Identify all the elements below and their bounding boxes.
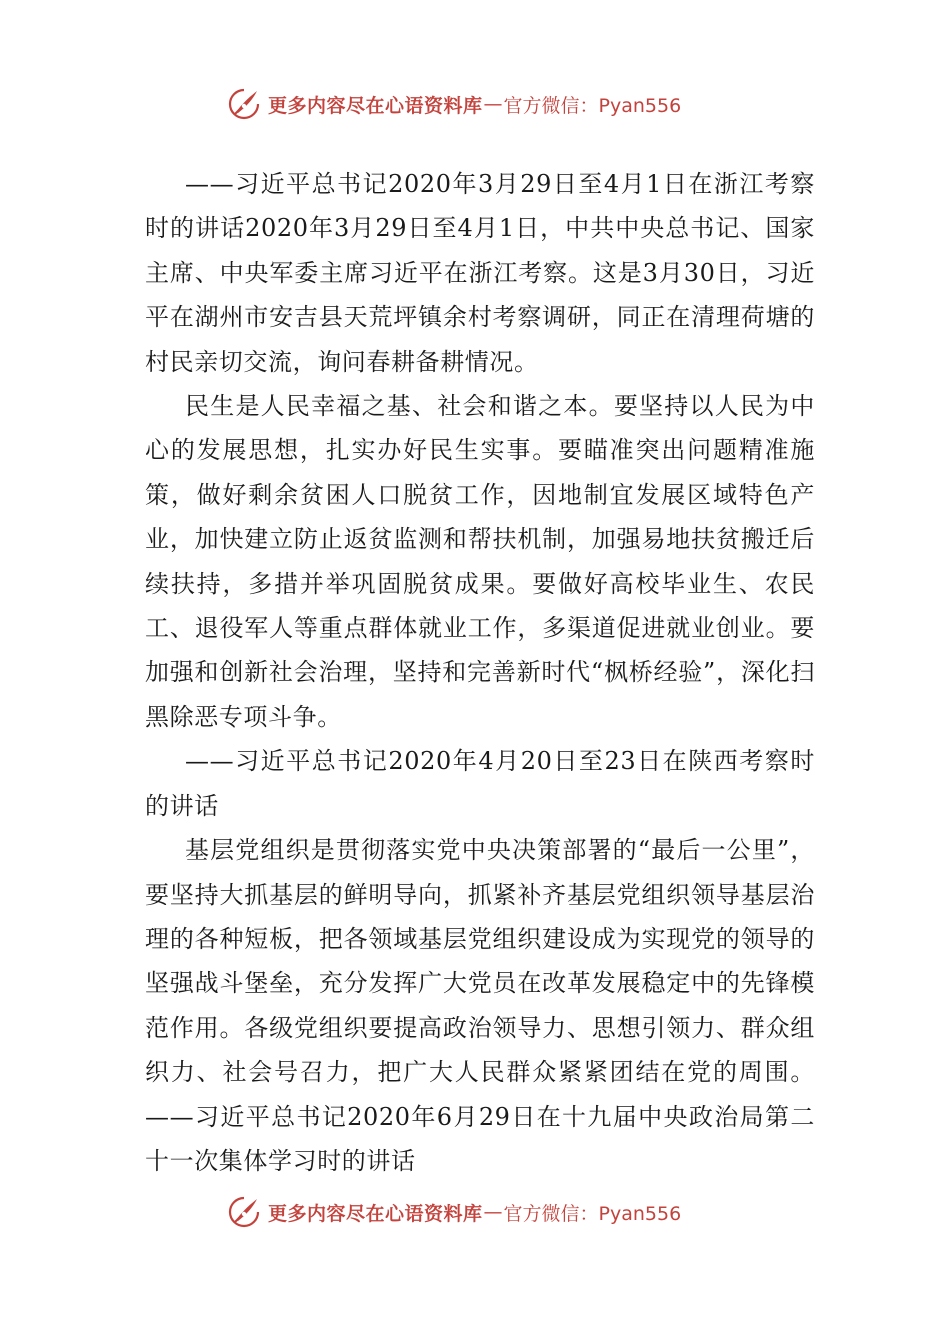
banner-dash: — (483, 93, 503, 115)
banner-main-text: 更多内容尽在心语资料库 (268, 94, 483, 117)
quill-pen-logo-icon (226, 86, 262, 122)
banner-dash: — (483, 1201, 503, 1223)
banner-main-text: 更多内容尽在心语资料库 (268, 1202, 483, 1225)
banner-wechat-text: 官方微信：Pyan556 (503, 1202, 682, 1225)
paragraph-grassroots-party: 基层党组织是贯彻落实党中央决策部署的“最后一公里”，要坚持大抓基层的鲜明导向，抓紧补齐基层党组织领导基层治理的各种短板，把各领域基层党组织建设成为实现党的领导的坚强战斗堡垒，充分发挥广大党员在改革发展稳定中的先锋模范作用。各级党组织要提高政治领导力、思想引领力、群众组织力、社会号召力，把广大人民群众紧紧团结在党的周围。——习近平总书记2020年6月29日在十九届中央政治局第二十一次集体学习时的讲话 (145, 836, 815, 1175)
footer-banner (226, 1190, 681, 1234)
quill-pen-logo-icon (226, 1194, 262, 1230)
banner-wechat-text: 官方微信：Pyan556 (503, 94, 682, 117)
paragraph-zhejiang-speech: ——习近平总书记2020年3月29日至4月1日在浙江考察时的讲话2020年3月29日至4月1日，中共中央总书记、国家主席、中央军委主席习近平在浙江考察。这是3月30日，习近平在湖州市安吉县天荒坪镇余村考察调研，同正在清理荷塘的村民亲切交流，询问春耕备耕情况。 (145, 170, 815, 376)
document-body (145, 162, 815, 1183)
header-banner (226, 82, 681, 126)
paragraph-livelihood: 民生是人民幸福之基、社会和谐之本。要坚持以人民为中心的发展思想，扎实办好民生实事。要瞄准突出问题精准施策，做好剩余贫困人口脱贫工作，因地制宜发展区域特色产业，加快建立防止返贫监测和帮扶机制，加强易地扶贫搬迁后续扶持，多措并举巩固脱贫成果。要做好高校毕业生、农民工、退役军人等重点群体就业工作，多渠道促进就业创业。要加强和创新社会治理，坚持和完善新时代“枫桥经验”，深化扫黑除恶专项斗争。 (145, 392, 815, 731)
paragraph-shaanxi-attribution: ——习近平总书记2020年4月20日至23日在陕西考察时的讲话 (145, 747, 815, 820)
